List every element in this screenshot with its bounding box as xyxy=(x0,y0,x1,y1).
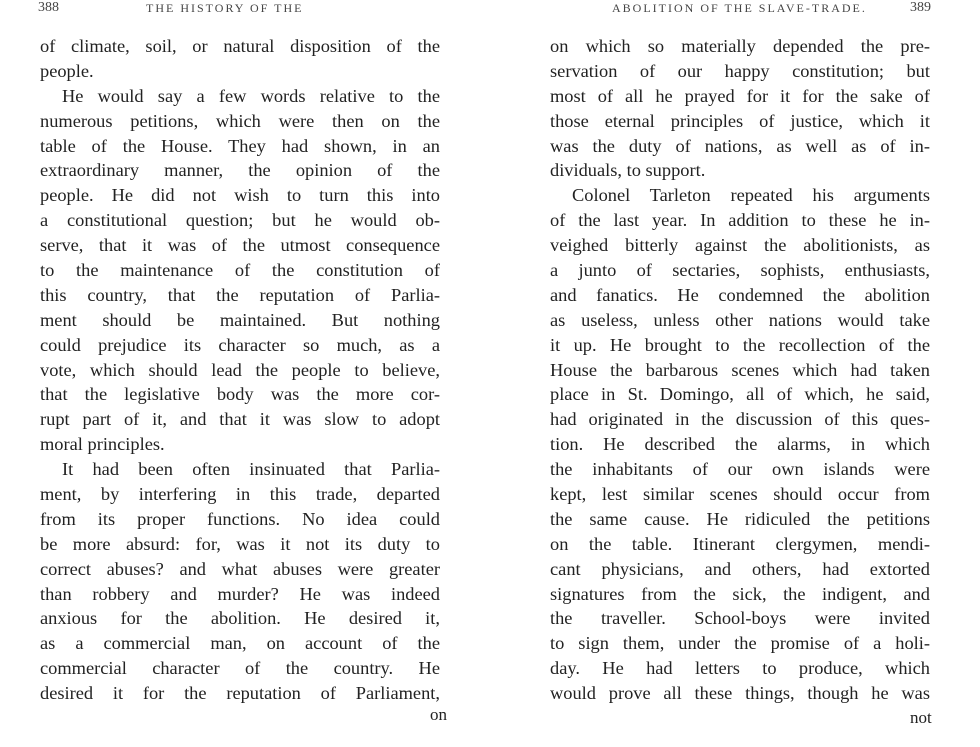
text-line: the traveller. School-boys were invited xyxy=(550,608,930,629)
text-line: commercial character of the country. He xyxy=(40,658,440,679)
text-line: It had been often insinuated that Parlia- xyxy=(62,459,440,480)
text-line: moral principles. xyxy=(40,434,165,455)
text-line: vote, which should lead the people to believe, xyxy=(40,359,440,380)
left-running-header xyxy=(0,0,490,18)
text-line: kept, lest similar scenes should occur from xyxy=(550,484,930,505)
text-line: numerous petitions, which were then on the xyxy=(40,110,440,131)
text-line: desired it for the reputation of Parliament, xyxy=(40,683,440,704)
text-line: from its proper functions. No idea could xyxy=(40,508,440,529)
text-line: servation of our happy constitution; but xyxy=(550,60,930,81)
text-line: signatures from the sick, the indigent, and xyxy=(550,583,930,604)
text-line: people. He did not wish to turn this into xyxy=(40,185,440,206)
text-line: He would say a few words relative to the xyxy=(62,85,440,106)
text-line: would prove all these things, though he was xyxy=(550,683,930,704)
text-line: the same cause. He ridiculed the petitions xyxy=(550,508,930,529)
text-line: to sign them, under the promise of a holi- xyxy=(550,633,930,654)
text-line: those eternal principles of justice, which it xyxy=(550,110,930,131)
text-line: dividuals, to support. xyxy=(550,160,706,181)
left-page-number: 388 xyxy=(38,0,59,15)
text-line: of climate, soil, or natural disposition of the xyxy=(40,36,440,56)
text-line: this country, that the reputation of Parlia- xyxy=(40,284,440,305)
text-line: than robbery and murder? He was indeed xyxy=(40,583,440,604)
text-line: a constitutional question; but he would ob- xyxy=(40,210,440,231)
text-line: people. xyxy=(40,60,94,81)
text-line: that the legislative body was the more cor- xyxy=(40,384,440,405)
text-line: it up. He brought to the recollection of the xyxy=(550,334,930,355)
right-page-body xyxy=(550,34,930,706)
left-page-body xyxy=(40,34,440,706)
text-line: correct abuses? and what abuses were greater xyxy=(40,558,440,579)
text-line: extraordinary manner, the opinion of the xyxy=(40,160,440,181)
text-line: House the barbarous scenes which had taken xyxy=(550,359,930,380)
text-line: could prejudice its character so much, as a xyxy=(40,334,440,355)
right-page xyxy=(490,0,980,747)
text-line: as useless, unless other nations would take xyxy=(550,309,930,330)
right-page-number: 389 xyxy=(910,0,931,15)
text-line: of the last year. In addition to these he in- xyxy=(550,210,930,231)
text-line: had originated in the discussion of this ques- xyxy=(550,409,930,430)
text-line: ment should be maintained. But nothing xyxy=(40,309,440,330)
right-catchword: not xyxy=(910,708,932,727)
text-line: most of all he prayed for it for the sake of xyxy=(550,85,930,106)
text-line: be more absurd: for, was it not its duty to xyxy=(40,533,440,554)
right-running-title: ABOLITION OF THE SLAVE-TRADE. xyxy=(612,1,867,15)
text-line: cant physicians, and others, had extorted xyxy=(550,558,930,579)
text-line: to the maintenance of the constitution of xyxy=(40,260,440,281)
left-catchword: on xyxy=(430,705,447,724)
right-running-header xyxy=(490,0,980,18)
text-line: anxious for the abolition. He desired it, xyxy=(40,608,440,629)
text-line: Colonel Tarleton repeated his arguments xyxy=(572,185,930,206)
text-line: was the duty of nations, as well as of in- xyxy=(550,135,930,156)
text-line: on the table. Itinerant clergymen, mendi- xyxy=(550,533,930,554)
text-line: serve, that it was of the utmost consequence xyxy=(40,235,440,256)
text-line: rupt part of it, and that it was slow to adopt xyxy=(40,409,440,430)
text-line: as a commercial man, on account of the xyxy=(40,633,440,654)
left-running-title: THE HISTORY OF THE xyxy=(146,1,304,15)
text-line: veighed bitterly against the abolitionists, as xyxy=(550,235,930,256)
text-line: tion. He described the alarms, in which xyxy=(550,434,930,455)
text-line: day. He had letters to produce, which xyxy=(550,658,930,679)
text-line: a junto of sectaries, sophists, enthusiasts, xyxy=(550,260,930,281)
text-line: on which so materially depended the pre- xyxy=(550,36,930,56)
text-line: the inhabitants of our own islands were xyxy=(550,459,930,480)
text-line: table of the House. They had shown, in an xyxy=(40,135,440,156)
text-line: place in St. Domingo, all of which, he said, xyxy=(550,384,930,405)
text-line: and fanatics. He condemned the abolition xyxy=(550,284,930,305)
text-line: ment, by interfering in this trade, departed xyxy=(40,484,440,505)
